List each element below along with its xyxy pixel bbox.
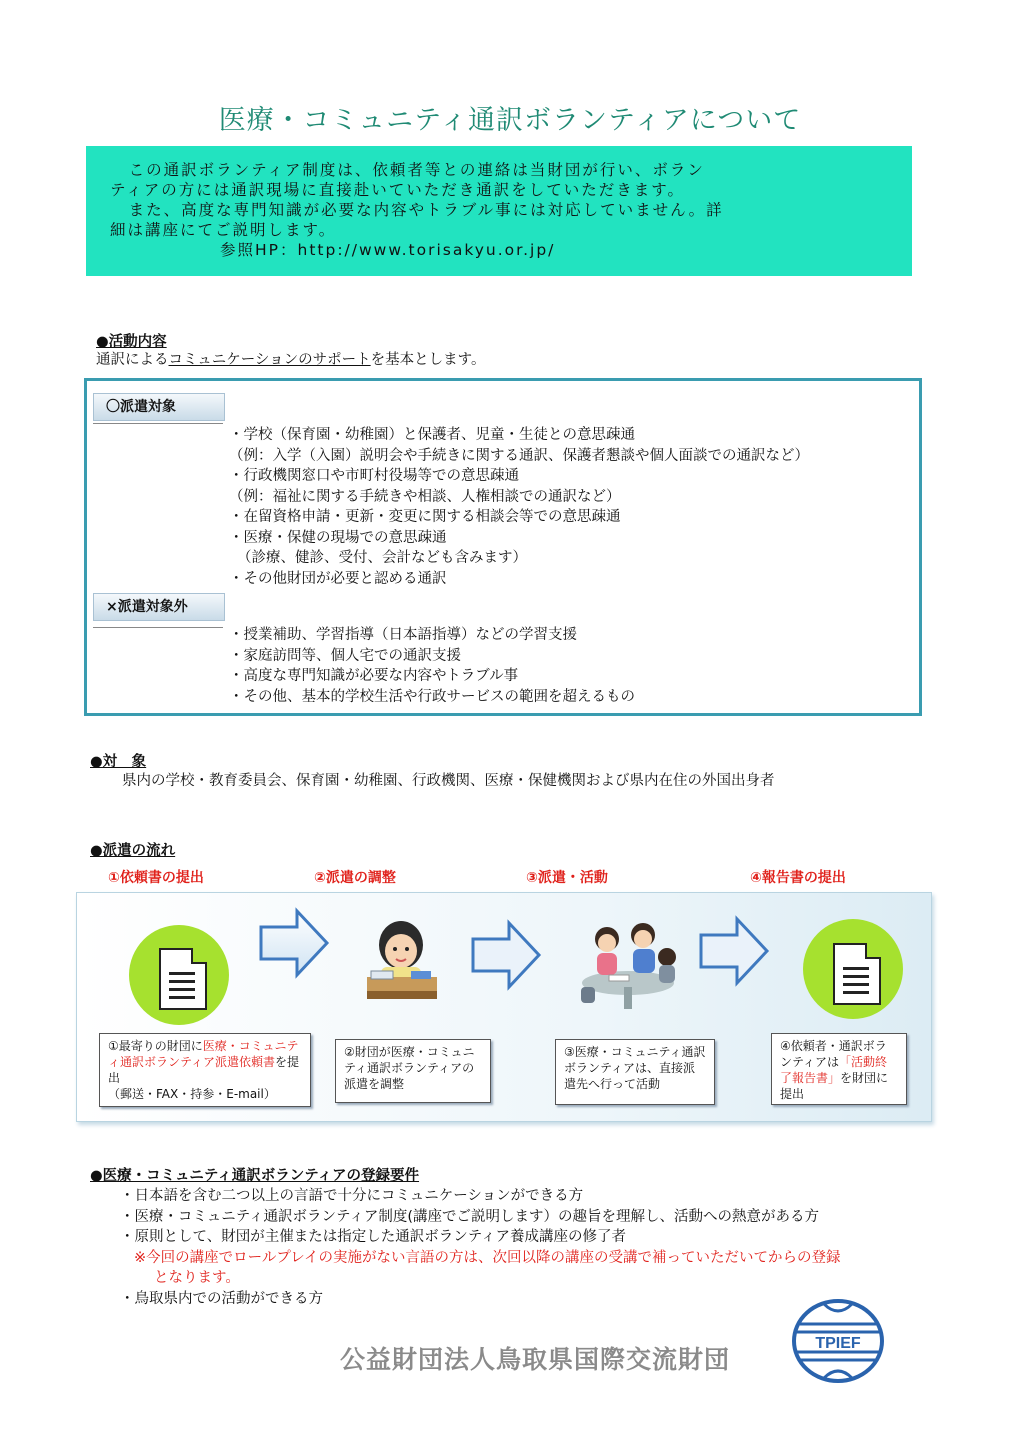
excluded-target-label: ×派遣対象外 xyxy=(93,593,225,621)
activity-heading: ●活動内容 xyxy=(96,334,167,350)
request-form-name: 医療・コミュニティ通訳ボランティア派遣依頼書 xyxy=(108,1039,299,1069)
step1-description xyxy=(99,1033,311,1107)
step4-text: を財団に提出 xyxy=(780,1071,889,1101)
arrow-right-icon xyxy=(257,907,331,979)
step-title: ②派遣の調整 xyxy=(314,870,396,886)
list-item: ・在留資格申請・更新・変更に関する相談会等での意思疎通 xyxy=(229,509,621,525)
requirements-note: ※今回の講座でロールプレイの実施がない言語の方は、次回以降の講座の受講で補っていただいてからの登録 xyxy=(134,1249,841,1266)
intro-line: 細は講座にてご説明します。 xyxy=(110,221,337,239)
requirements-note: となります。 xyxy=(154,1270,240,1286)
list-item: （例：入学（入園）説明会や手続きに関する通訳、保護者懇談や個人面談での通訳など） xyxy=(229,447,809,464)
step3-description: ③医療・コミュニティ通訳ボランティアは、直接派遣先へ行って活動 xyxy=(555,1039,715,1105)
list-item: ・家庭訪問等、個人宅での通訳支援 xyxy=(229,647,461,664)
page-title: 医療・コミュニティ通訳ボランティアについて xyxy=(218,105,802,136)
report-form-name: 「活動終了報告書」 xyxy=(780,1055,888,1085)
list-item: ・原則として、財団が主催または指定した通訳ボランティア養成講座の修了者 xyxy=(120,1229,627,1245)
target-text: 県内の学校・教育委員会、保育園・幼稚園、行政機関、医療・保健機関および県内在住の外国出身者 xyxy=(122,773,775,789)
list-item: （例：福祉に関する手続きや相談、人権相談での通訳など） xyxy=(229,488,621,505)
divider xyxy=(93,627,223,628)
organization-logo xyxy=(790,1298,886,1384)
list-item: ・その他財団が必要と認める通訳 xyxy=(229,570,447,587)
intro-line: また、高度な専門知識が必要な内容やトラブル事には対応していません。詳 xyxy=(128,201,724,219)
step1-text: を提出 xyxy=(108,1055,300,1085)
excluded-target-list xyxy=(229,625,635,707)
activity-text xyxy=(96,348,485,369)
dispatch-target-label: 〇派遣対象 xyxy=(93,393,225,421)
divider xyxy=(93,423,223,424)
submission-methods: （郵送・FAX・持参・E-mail） xyxy=(108,1087,276,1101)
step-title: ①依頼書の提出 xyxy=(108,870,204,886)
meeting-icon xyxy=(573,917,683,1013)
step1-text: ①最寄りの財団に xyxy=(108,1039,203,1053)
arrow-right-icon xyxy=(469,919,543,991)
logo-text: TPIEF xyxy=(815,1335,861,1352)
requirements-heading: ●医療・コミュニティ通訳ボランティアの登録要件 xyxy=(90,1168,420,1184)
step4-text: ④依頼者・通訳ボランティアは xyxy=(780,1039,887,1069)
intro-box xyxy=(86,146,912,276)
list-item: ・医療・保健の現場での意思疎通 xyxy=(229,529,447,546)
coordinator-icon xyxy=(361,915,443,1003)
list-item: （診療、健診、受付、会計なども含みます） xyxy=(237,550,527,566)
flow-panel xyxy=(76,892,932,1122)
list-item: ・高度な専門知識が必要な内容やトラブル事 xyxy=(229,668,519,684)
step4-description xyxy=(771,1033,907,1105)
intro-line: この通訳ボランティア制度は、依頼者等との連絡は当財団が行い、ボラン xyxy=(128,161,705,179)
requirements-list xyxy=(120,1186,841,1309)
document-icon xyxy=(833,943,881,1005)
list-item: ・日本語を含む二つ以上の言語で十分にコミュニケーションができる方 xyxy=(120,1188,584,1204)
activity-text-post: を基本とします。 xyxy=(370,352,486,368)
step-title: ③派遣・活動 xyxy=(526,870,608,886)
activity-text-underlined: コミュニケーションのサポート xyxy=(168,352,371,368)
list-item: ・学校（保育園・幼稚園）と保護者、児童・生徒との意思疎通 xyxy=(229,427,635,443)
list-item: ・行政機関窓口や市町村役場等での意思疎通 xyxy=(229,468,519,484)
step2-description: ②財団が医療・コミュニティ通訳ボランティアの派遣を調整 xyxy=(335,1039,491,1103)
target-heading: ●対 象 xyxy=(90,754,147,770)
list-item: ・鳥取県内での活動ができる方 xyxy=(120,1290,323,1307)
activity-text-pre: 通訳による xyxy=(96,352,169,368)
reference-url[interactable]: 参照HP：http://www.torisakyu.or.jp/ xyxy=(220,241,556,259)
flow-heading: ●派遣の流れ xyxy=(90,843,176,859)
list-item: ・その他、基本的学校生活や行政サービスの範囲を超えるもの xyxy=(229,688,635,705)
dispatch-scope-frame xyxy=(84,378,922,716)
intro-line: ティアの方には通訳現場に直接赴いていただき通訳をしていただきます。 xyxy=(110,181,686,199)
arrow-right-icon xyxy=(697,915,771,987)
document-icon xyxy=(159,948,207,1010)
step-title: ④報告書の提出 xyxy=(750,870,846,886)
list-item: ・医療・コミュニティ通訳ボランティア制度(講座でご説明します）の趣旨を理解し、活動への熱意がある方 xyxy=(120,1208,820,1225)
organization-name: 公益財団法人鳥取県国際交流財団 xyxy=(340,1345,731,1374)
dispatch-target-list xyxy=(229,425,809,589)
list-item: ・授業補助、学習指導（日本語指導）などの学習支援 xyxy=(229,627,577,643)
